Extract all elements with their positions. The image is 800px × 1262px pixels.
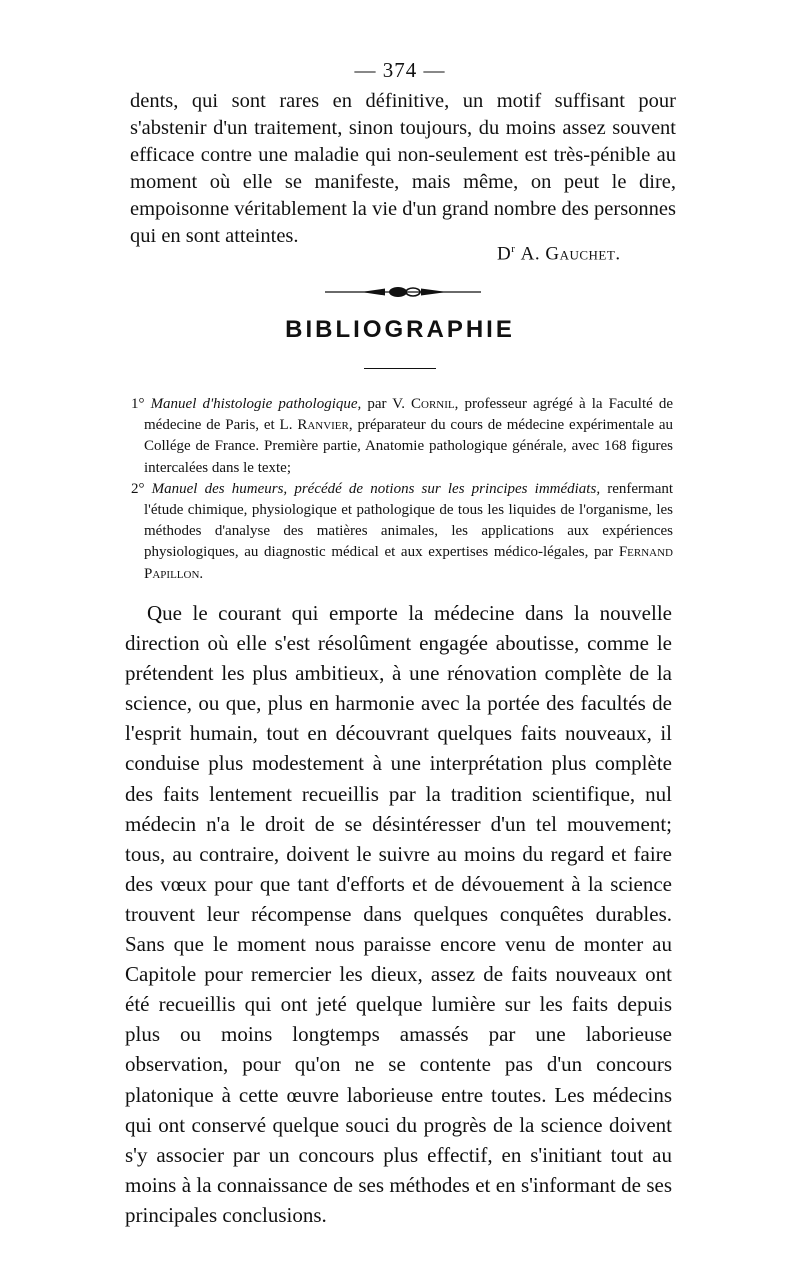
ornament-divider-icon <box>323 284 483 300</box>
entry-number: 2° <box>131 480 145 497</box>
bibliography-entry <box>131 479 673 585</box>
entry-text: , professeur agrégé à la Faculté de médecine de Paris, et L. <box>144 396 673 434</box>
heading-rule <box>364 368 436 369</box>
signature-name: A. Gauchet. <box>520 243 621 265</box>
entry-text: renfermant l'étude chimique, physiologique et pathologique de tous les liquides de l'organisme, les méthodes d'analyse des matières animales, les applications aux expériences physiologiques, au diagnostic médical et aux expertises médico-légales, par <box>144 480 674 561</box>
entry-author: Ranvier <box>297 417 349 434</box>
bibliography-list <box>131 394 673 585</box>
author-signature <box>497 243 621 265</box>
entry-text: par V. <box>361 396 412 412</box>
signature-prefix: D <box>497 243 512 265</box>
entry-text: , préparateur du cours de médecine expérimentale au Collége de France. Première partie, Anatomie pathologique générale, avec 168 figures intercalées dans le texte; <box>144 417 673 476</box>
entry-title: Manuel d'histologie pathologique, <box>150 396 362 412</box>
page-number: — 374 — <box>354 58 446 82</box>
entry-author: Cornil <box>411 396 455 412</box>
body-text <box>125 598 672 1230</box>
entry-number: 1° <box>131 396 145 412</box>
bibliography-entry <box>131 394 673 479</box>
section-heading: BIBLIOGRAPHIE <box>285 316 515 343</box>
entry-author: Fernand Papillon <box>144 544 673 582</box>
body-paragraph: Que le courant qui emporte la médecine dans la nouvelle direction où elle s'est résolûment engagée aboutisse, comme le prétendent les plus ambitieux, à une rénovation complète de la science, ou que, plus en harmonie avec la portée des facultés de l'esprit humain, tout en découvrant quelques faits nouveaux, il conduise plus modestement à une interprétation plus complète des faits lentement recueillis par la tradition scientifique, nul médecin n'a le droit de se désintéresser d'un tel mouvement; tous, au contraire, doivent le suivre au moins du regard et faire des vœux pour que tant d'efforts et de dévouement à la science trouvent leur récompense dans quelques conquêtes durables. Sans que le moment nous paraisse encore venu de monter au Capitole pour remercier les dieux, assez de faits nouveaux ont été recueillis qui ont jeté quelque lumière sur les faits depuis plus ou moins longtemps amassés par une laborieuse observation, pour qu'on ne se contente pas d'un concours platonique à cette œuvre laborieuse entre toutes. Les médecins qui ont conservé quelque souci du progrès de la science doivent s'y associer par un concours plus effectif, en s'initiant tout au moins à la connaissance de ses méthodes et en s'informant de ses principales conclusions. <box>125 601 672 1227</box>
closing-paragraph: dents, qui sont rares en définitive, un motif suffisant pour s'abstenir d'un traitement, sinon toujours, du moins assez souvent efficace contre une maladie qui non-seulement est très-pénible au moment où elle se manifeste, mais même, on peut le dire, empoisonne véritablement la vie d'un grand nombre des personnes qui en sont atteintes. <box>130 90 676 247</box>
entry-text: . <box>199 565 204 582</box>
signature-prefix-superscript: r <box>511 243 516 255</box>
entry-title: Manuel des humeurs, précédé de notions sur les principes immédiats, <box>151 480 601 497</box>
